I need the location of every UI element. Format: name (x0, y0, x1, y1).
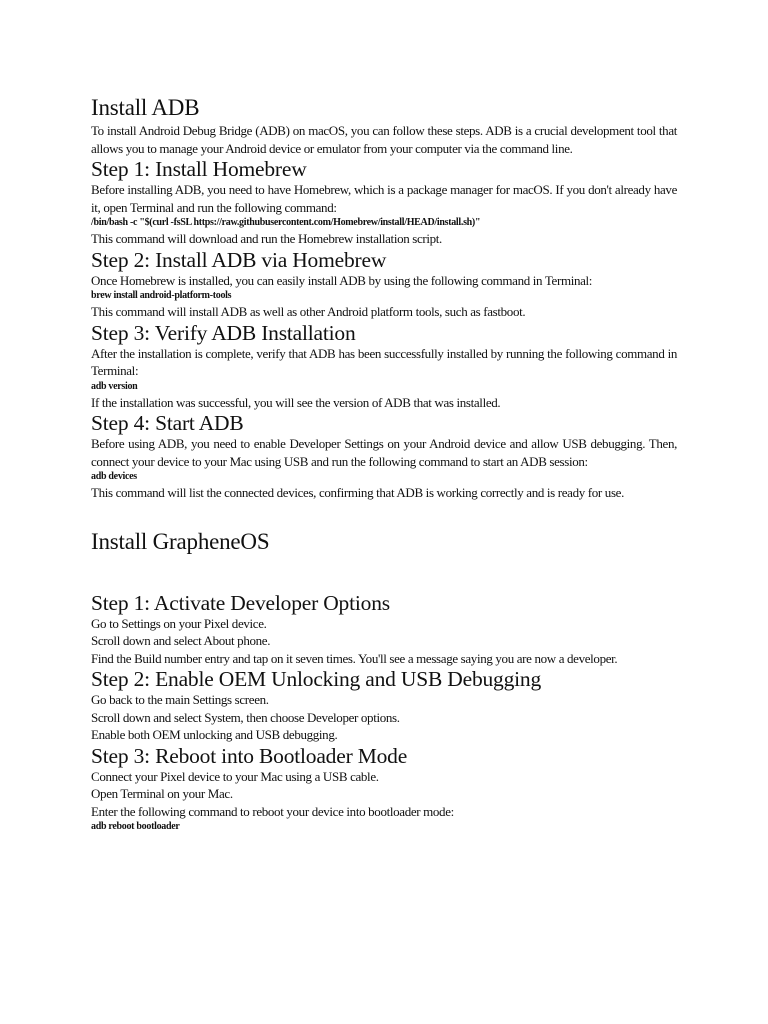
graphene-step1-heading: Step 1: Activate Developer Options (91, 590, 390, 615)
adb-step4-text: Before using ADB, you need to enable Developer Settings on your Android device and allow USB debugging. Then, connect your device to your Mac using USB and run the following command to start an ADB session: (91, 436, 677, 469)
graphene-step1-line: Scroll down and select About phone. (91, 633, 271, 648)
adb-step4-after: This command will list the connected devices, confirming that ADB is working correctly and is ready for use. (91, 485, 624, 500)
adb-step2-command: brew install android-platform-tools (91, 290, 232, 301)
section-spacer (91, 556, 677, 591)
adb-intro-paragraph: To install Android Debug Bridge (ADB) on macOS, you can follow these steps. ADB is a crucial development tool that allows you to manage your Android device or emulator from your computer via the command line. (91, 123, 677, 156)
adb-step2-after: This command will install ADB as well as other Android platform tools, such as fastboot. (91, 304, 526, 319)
graphene-step3-line: Enter the following command to reboot your device into bootloader mode: (91, 803, 454, 819)
graphene-step1-line: Go to Settings on your Pixel device. (91, 615, 267, 631)
adb-step1-after: This command will download and run the Homebrew installation script. (91, 231, 442, 246)
adb-step1-text: Before installing ADB, you need to have Homebrew, which is a package manager for macOS. If you don't already have it, open Terminal and run the following command: (91, 182, 677, 215)
adb-step2-text: Once Homebrew is installed, you can easily install ADB by using the following command in Terminal: (91, 272, 593, 288)
adb-step1-command: /bin/bash -c "$(curl -fsSL https://raw.githubusercontent.com/Homebrew/install/HEAD/install.sh)" (91, 217, 481, 228)
adb-step4-heading: Step 4: Start ADB (91, 411, 244, 435)
adb-step4-command: adb devices (91, 471, 137, 482)
graphene-step2-heading: Step 2: Enable OEM Unlocking and USB Debugging (91, 667, 542, 691)
adb-step1-heading: Step 1: Install Homebrew (91, 157, 307, 181)
adb-step3-command: adb version (91, 380, 138, 392)
graphene-step2-line: Enable both OEM unlocking and USB debugging. (91, 727, 338, 742)
graphene-step3-line: Connect your Pixel device to your Mac using a USB cable. (91, 768, 379, 784)
adb-step2-heading: Step 2: Install ADB via Homebrew (91, 247, 387, 272)
graphene-step3-heading: Step 3: Reboot into Bootloader Mode (91, 743, 408, 768)
adb-step3-text: After the installation is complete, verify that ADB has been successfully installed by running the following command in Terminal: (91, 345, 677, 378)
graphene-step2-line: Go back to the main Settings screen. (91, 692, 269, 707)
graphene-step3-command: adb reboot bootloader (91, 821, 180, 832)
adb-step3-after: If the installation was successful, you will see the version of ADB that was installed. (91, 394, 501, 410)
graphene-step1-line: Find the Build number entry and tap on it seven times. You'll see a message saying you are now a developer. (91, 650, 618, 666)
install-adb-title: Install ADB (91, 95, 200, 120)
graphene-step2-line: Scroll down and select System, then choose Developer options. (91, 709, 400, 725)
document-page (91, 94, 677, 834)
install-grapheneos-title: Install GrapheneOS (91, 528, 270, 554)
graphene-step3-line: Open Terminal on your Mac. (91, 786, 233, 801)
adb-step3-heading: Step 3: Verify ADB Installation (91, 320, 356, 345)
section-spacer (91, 502, 677, 528)
